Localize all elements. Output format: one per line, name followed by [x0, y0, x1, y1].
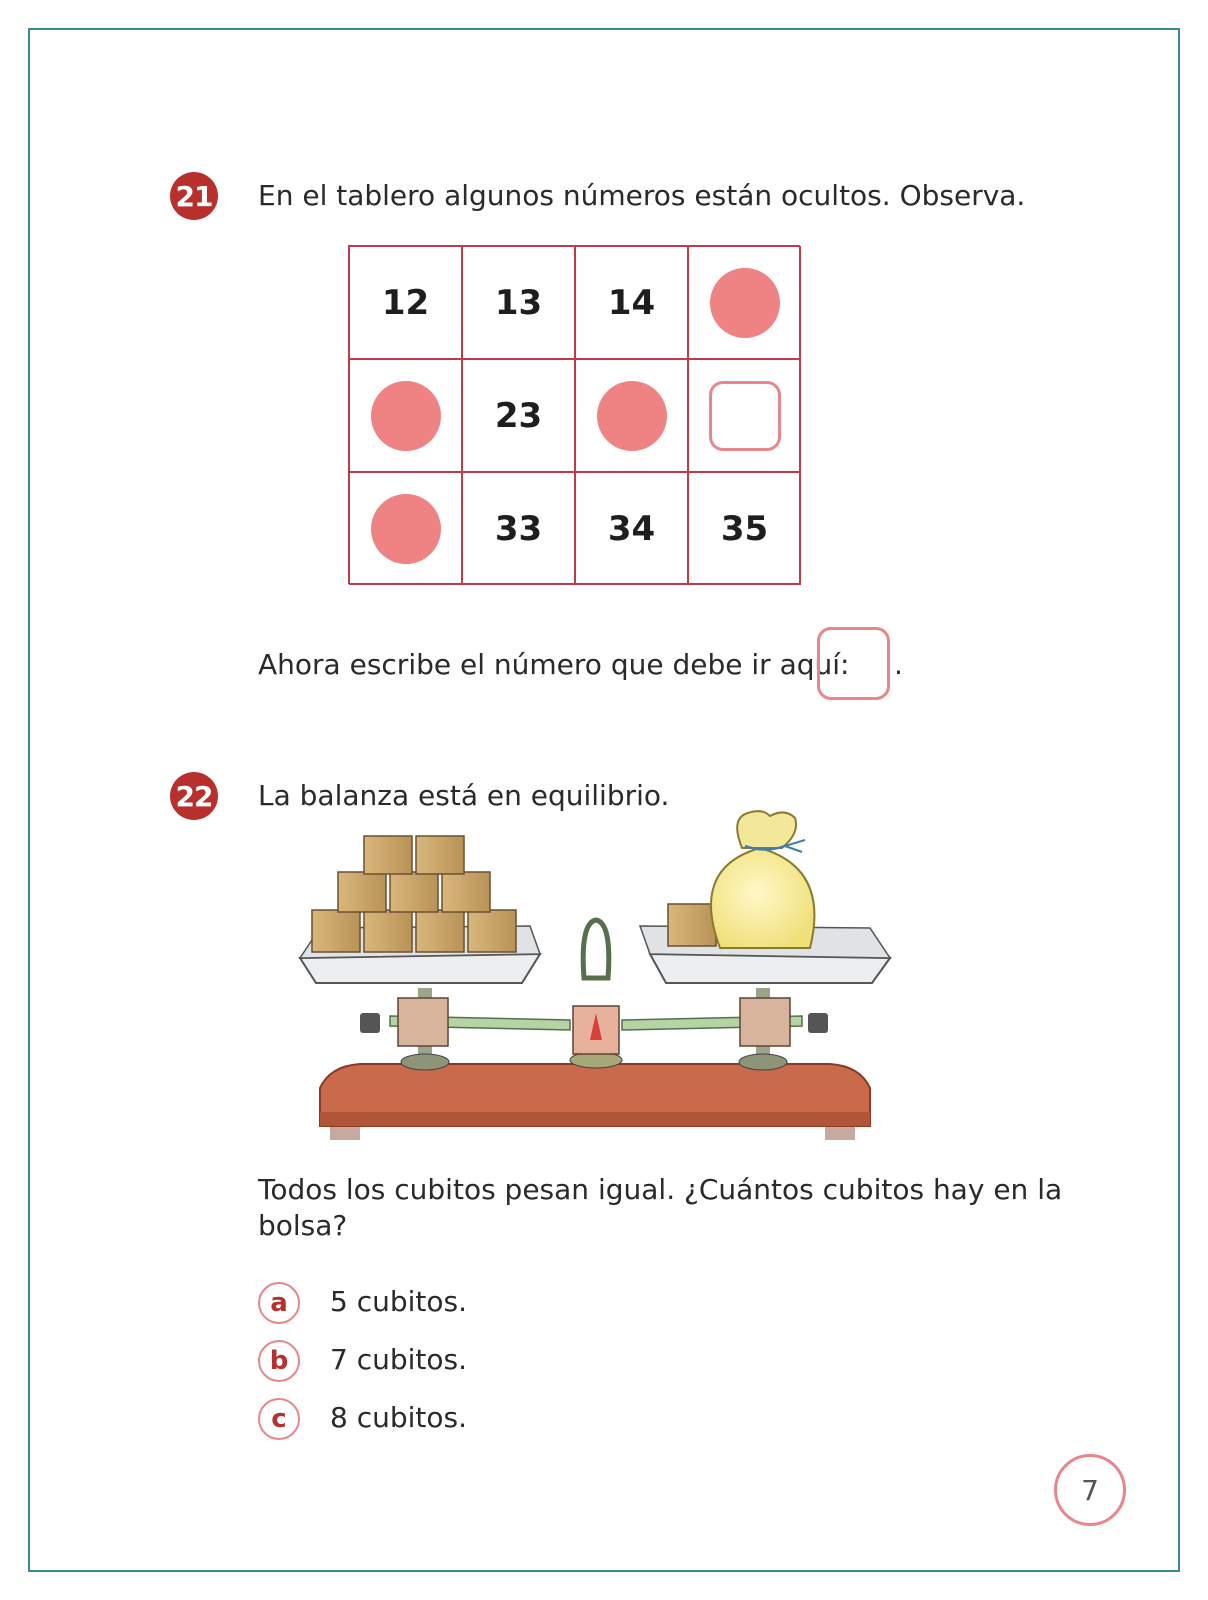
- board-number-cell: 23: [462, 359, 575, 472]
- option-b-marker[interactable]: b: [258, 1340, 300, 1382]
- right-cube: [668, 904, 716, 946]
- scale-base: [320, 1064, 870, 1140]
- page-number: 7: [1054, 1454, 1126, 1526]
- question-22-prompt: La balanza está en equilibrio.: [258, 779, 670, 812]
- hidden-number-cell: [688, 246, 801, 359]
- bag-icon: [711, 811, 814, 948]
- board-number-cell: 12: [349, 246, 462, 359]
- answer-box[interactable]: [817, 627, 890, 700]
- option-b-text[interactable]: 7 cubitos.: [330, 1343, 468, 1376]
- question-number-22: 22: [170, 772, 218, 820]
- number-board: [348, 245, 800, 584]
- board-number-cell: 33: [462, 472, 575, 585]
- board-number-cell: 35: [688, 472, 801, 585]
- hidden-number-cell: [349, 359, 462, 472]
- instruction-period: .: [894, 648, 903, 681]
- question-21-prompt: En el tablero algunos números están ocultos. Observa.: [258, 179, 1026, 212]
- option-c-text[interactable]: 8 cubitos.: [330, 1401, 468, 1434]
- hidden-number-dot: [371, 381, 441, 451]
- hidden-number-dot: [597, 381, 667, 451]
- option-c-marker[interactable]: c: [258, 1398, 300, 1440]
- hidden-number-dot: [710, 268, 780, 338]
- board-number-cell: 34: [575, 472, 688, 585]
- hidden-number-cell: [575, 359, 688, 472]
- option-a-text[interactable]: 5 cubitos.: [330, 1285, 468, 1318]
- hidden-number-dot: [371, 494, 441, 564]
- balance-scale-icon: [290, 808, 910, 1148]
- target-square: [709, 381, 781, 451]
- question-number-21: 21: [170, 172, 218, 220]
- target-cell: [688, 359, 801, 472]
- question-22-text-line-2: bolsa?: [258, 1209, 348, 1242]
- board-number-cell: 14: [575, 246, 688, 359]
- question-21-instruction: Ahora escribe el número que debe ir aquí:: [258, 648, 850, 681]
- option-a-marker[interactable]: a: [258, 1282, 300, 1324]
- board-number-cell: 13: [462, 246, 575, 359]
- hidden-number-cell: [349, 472, 462, 585]
- question-22-text-line-1: Todos los cubitos pesan igual. ¿Cuántos cubitos hay en la: [258, 1173, 1063, 1206]
